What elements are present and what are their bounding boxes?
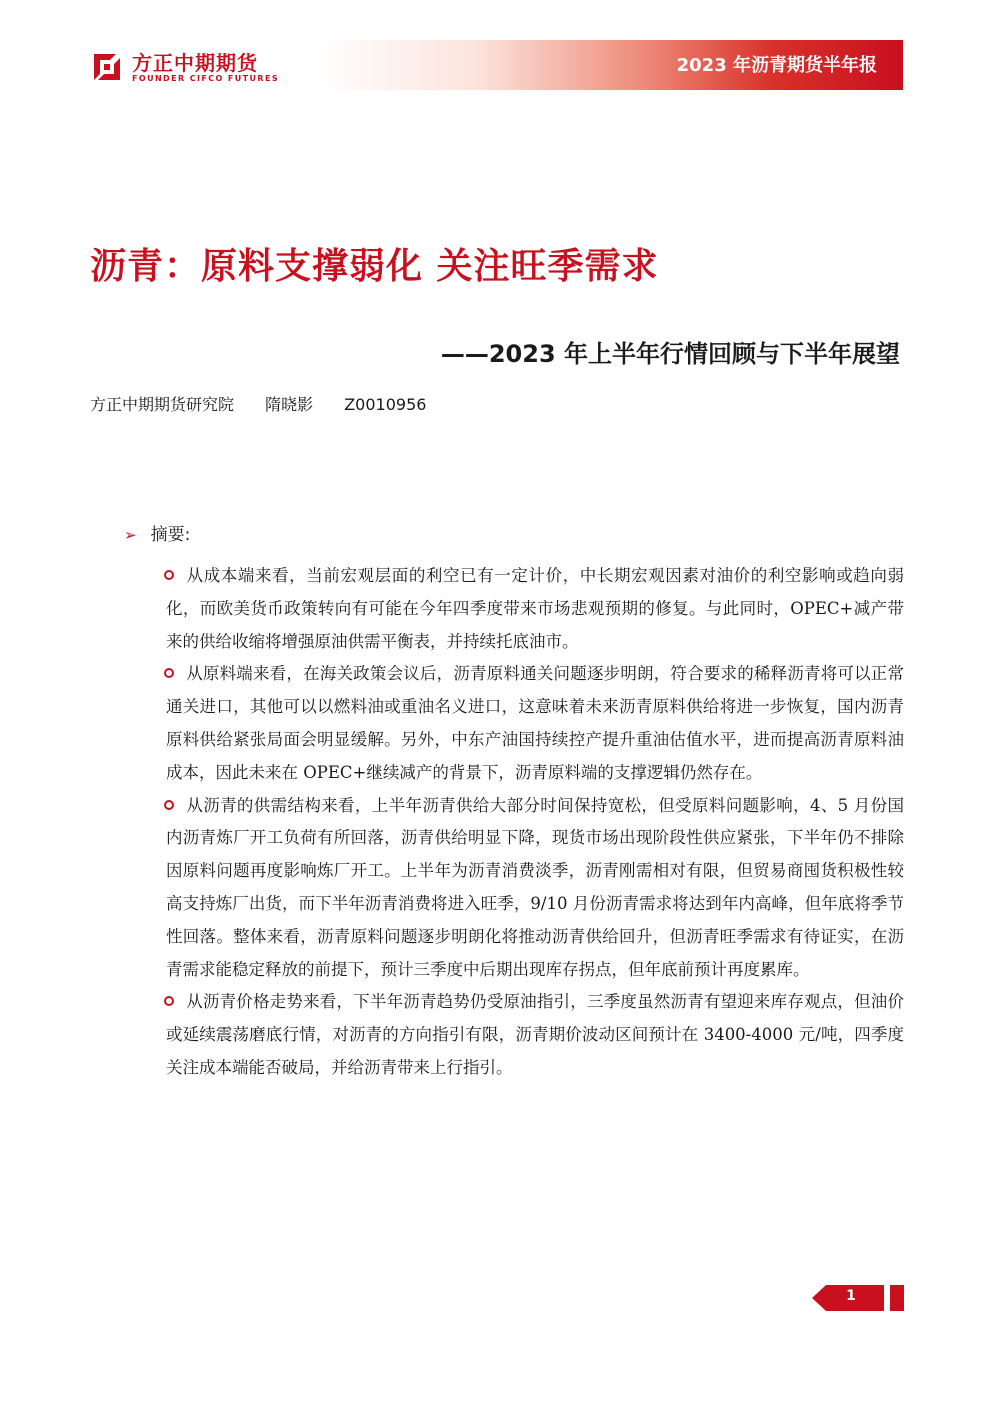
- abstract-heading-text: 摘要:: [150, 525, 191, 545]
- circle-bullet-icon: [164, 668, 174, 678]
- page-header: [88, 40, 903, 90]
- abstract-point-text: 从沥青价格走势来看，下半年沥青趋势仍受原油指引，三季度虽然沥青有望迎来库存观点，但油价或延续震荡磨底行情，对沥青的方向指引有限，沥青期价波动区间预计在 3400-4000 元/吨，四季度关注成本端能否破局，并给沥青带来上行指引。: [166, 992, 904, 1077]
- page-number-badge: [812, 1285, 904, 1311]
- page-number: 1: [846, 1288, 856, 1304]
- brand-name-cn: 方正中期期货: [132, 51, 258, 75]
- abstract-point-text: 从成本端来看，当前宏观层面的利空已有一定计价，中长期宏观因素对油价的利空影响或趋向弱化，而欧美货币政策转向有可能在今年四季度带来市场悲观预期的修复。与此同时，OPEC+减产带来的供给收缩将增强原油供需平衡表，并持续托底油市。: [166, 566, 904, 651]
- brand-name-en: FOUNDER CIFCO FUTURES: [132, 74, 279, 83]
- abstract-point: [166, 560, 904, 658]
- founder-logo-icon: [90, 50, 124, 84]
- brand-logo: [88, 46, 298, 86]
- abstract-point-text: 从原料端来看，在海关政策会议后，沥青原料通关问题逐步明朗，符合要求的稀释沥青将可以正常通关进口，其他可以以燃料油或重油名义进口，这意味着未来沥青原料供给将进一步恢复，国内沥青原料供给紧张局面会明显缓解。另外，中东产油国持续控产提升重油估值水平，进而提高沥青原料油成本，因此未来在 OPEC+继续减产的背景下，沥青原料端的支撑逻辑仍然存在。: [166, 664, 904, 782]
- page-number-bar: [890, 1285, 904, 1311]
- abstract-point: [166, 658, 904, 789]
- abstract-point: [166, 790, 904, 987]
- arrow-bullet-icon: ➢: [124, 526, 137, 544]
- abstract-body: [166, 560, 904, 1085]
- abstract-heading: [124, 520, 190, 545]
- circle-bullet-icon: [164, 800, 174, 810]
- subtitle: ——2023 年上半年行情回顾与下半年展望: [440, 340, 900, 368]
- author-line: [90, 392, 452, 415]
- main-title: 沥青：原料支撑弱化 关注旺季需求: [90, 246, 659, 287]
- circle-bullet-icon: [164, 570, 174, 580]
- author-name: 隋晓影: [265, 395, 314, 414]
- circle-bullet-icon: [164, 996, 174, 1006]
- report-title: 2023 年沥青期货半年报: [676, 55, 877, 76]
- author-license: Z0010956: [344, 395, 427, 414]
- author-institute: 方正中期期货研究院: [90, 395, 235, 414]
- abstract-point-text: 从沥青的供需结构来看，上半年沥青供给大部分时间保持宽松，但受原料问题影响，4、5 月份国内沥青炼厂开工负荷有所回落，沥青供给明显下降，现货市场出现阶段性供应紧张，下半年仍不排除因原料问题再度影响炼厂开工。上半年为沥青消费淡季，沥青刚需相对有限，但贸易商囤货积极性较高支持炼厂出货，而下半年沥青消费将进入旺季，9/10 月份沥青需求将达到年内高峰，但年底将季节性回落。整体来看，沥青原料问题逐步明朗化将推动沥青供给回升，但沥青旺季需求有待证实，在沥青需求能稳定释放的前提下，预计三季度中后期出现库存拐点，但年底前预计再度累库。: [166, 795, 904, 979]
- abstract-point: [166, 986, 904, 1084]
